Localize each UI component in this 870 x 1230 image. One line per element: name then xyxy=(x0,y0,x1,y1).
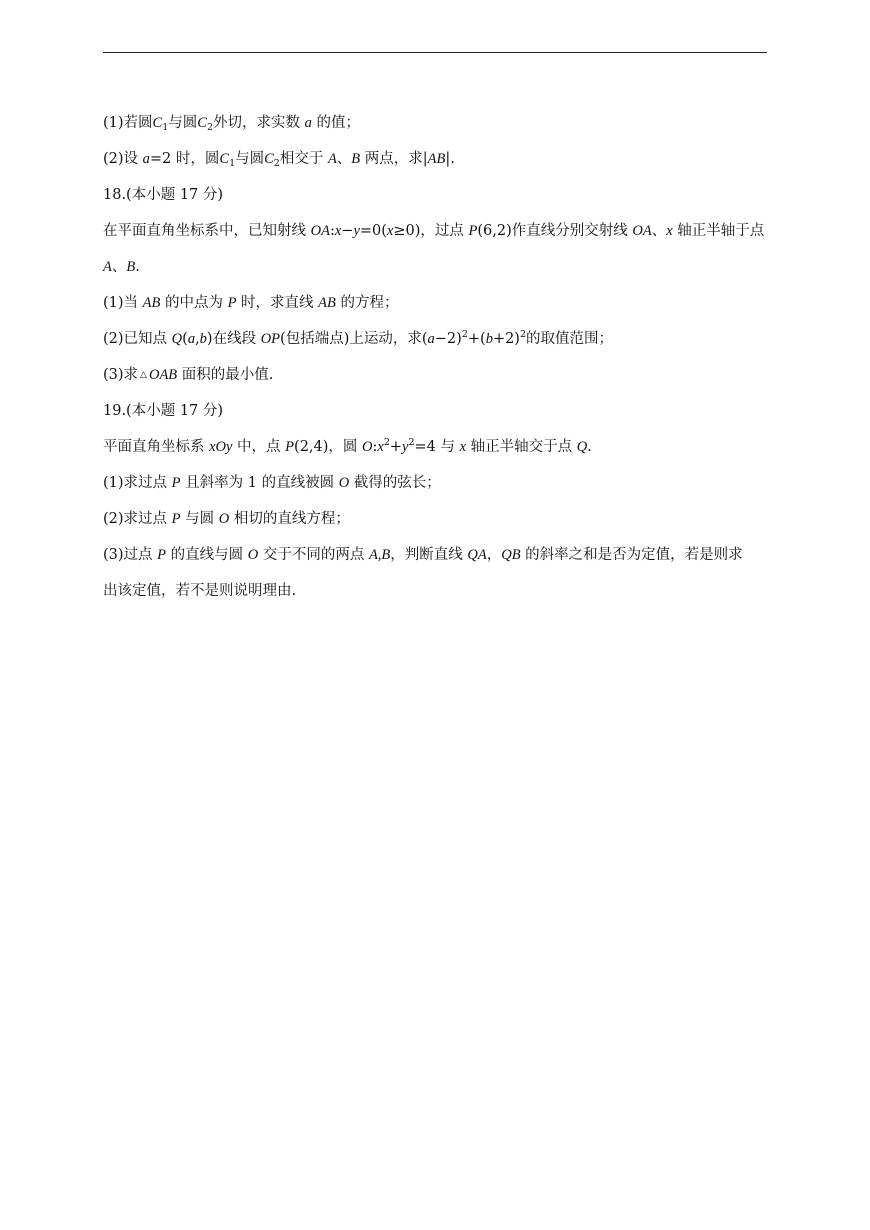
p18-part2: (2)已知点 Q(a,b)在线段 OP(包括端点)上运动，求$(a-2)^2+(b+2)^2$的取值范围； xyxy=(103,329,614,347)
p19-part1: (1)求过点 P 且斜率为 1 的直线被圆 O 截得的弦长； xyxy=(103,475,441,491)
p18-heading: 18.(本小题 17 分) xyxy=(103,187,224,203)
p19-heading: 19.(本小题 17 分) xyxy=(103,403,224,419)
p17-part2: (2)设 a=2 时，圆$C_1$与圆$C_2$相交于 A、B 两点，求|AB|. xyxy=(103,151,455,169)
p18-stem-cont: A、B. xyxy=(103,259,140,275)
p19-part3-cont: 出该定值，若不是则说明理由. xyxy=(103,583,297,599)
p18-stem: 在平面直角坐标系中，已知射线 OA:x−y=0(x≥0)，过点 P(6,2)作直线分别交射线 OA、x 轴正半轴于点 xyxy=(103,223,765,239)
triangle-symbol: △ xyxy=(140,370,147,380)
p18-part3: (3)求 △ OAB 面积的最小值. xyxy=(103,367,274,383)
p19-stem: 平面直角坐标系 xOy 中，点 P(2,4)，圆 $O:x^2+y^2=4$ 与 x 轴正半轴交于点 Q. xyxy=(103,437,592,455)
p17-part1: (1)若圆$C_1$与圆$C_2$外切，求实数 a 的值； xyxy=(103,115,360,133)
p19-part2: (2)求过点 P 与圆 O 相切的直线方程； xyxy=(103,511,350,527)
p19-part3: (3)过点 P 的直线与圆 O 交于不同的两点 A,B，判断直线 QA，QB 的斜率之和是否为定值，若是则求 xyxy=(103,547,743,563)
header-rule xyxy=(103,52,767,53)
p18-part1: (1)当 AB 的中点为 P 时，求直线 AB 的方程； xyxy=(103,295,399,311)
